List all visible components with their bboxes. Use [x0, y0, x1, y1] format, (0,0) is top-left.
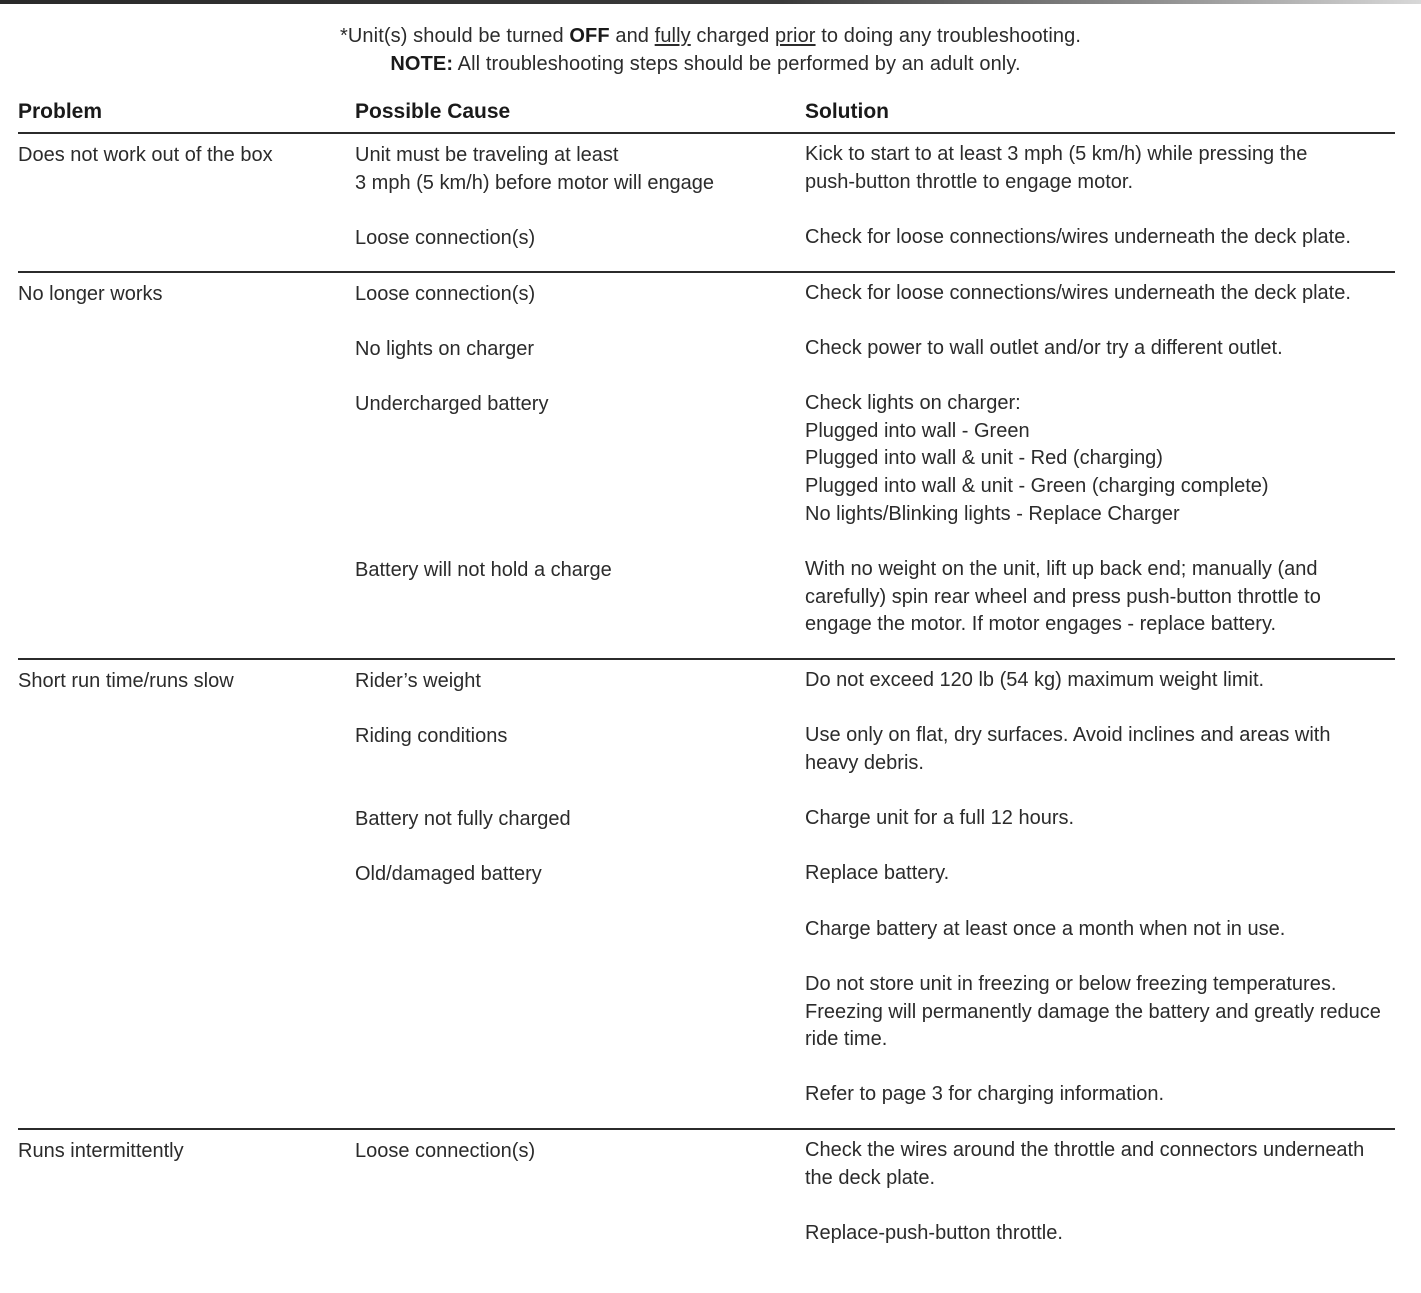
- solution: [805, 722, 1395, 777]
- cause-solution-row: [355, 1081, 1395, 1109]
- notice-off: OFF: [569, 25, 610, 47]
- cause-line: Battery not fully charged: [355, 808, 571, 831]
- cause-solution-row: [355, 141, 1395, 196]
- cause-solution-row: [355, 916, 1395, 944]
- possible-cause: [355, 860, 785, 888]
- solution-line: Check the wires around the throttle and connectors underneath: [805, 1139, 1365, 1162]
- notice-charged: charged: [690, 25, 776, 47]
- table-header: [18, 98, 1395, 134]
- solution-line: push-button throttle to engage motor.: [805, 170, 1133, 193]
- solution: [805, 390, 1395, 529]
- notice-prior: prior: [775, 25, 816, 47]
- possible-cause: [355, 141, 785, 197]
- solution-line: Plugged into wall & unit - Green (charging complete): [805, 475, 1269, 498]
- problem-text: Runs intermittently: [18, 1140, 184, 1163]
- cause-solution-row: [355, 280, 1395, 308]
- cause-solution-row: [355, 860, 1395, 888]
- solution-line: Charge battery at least once a month when not in use.: [805, 917, 1286, 940]
- possible-cause: [355, 390, 785, 418]
- solution-line: engage the motor. If motor engages - replace battery.: [805, 613, 1277, 636]
- possible-cause: [355, 667, 785, 695]
- solution: [805, 860, 1395, 888]
- solution-line: Replace battery.: [805, 862, 950, 885]
- possible-cause: [355, 224, 785, 252]
- solution-line: Charge unit for a full 12 hours.: [805, 807, 1075, 830]
- cause-solution-row: [355, 805, 1395, 833]
- cause-line: Rider’s weight: [355, 670, 481, 693]
- note-text: All troubleshooting steps should be performed by an adult only.: [453, 53, 1021, 75]
- problem-text: No longer works: [18, 282, 163, 305]
- solution-line: No lights/Blinking lights - Replace Charger: [805, 502, 1180, 525]
- cause-solution-row: [355, 390, 1395, 529]
- solution: [805, 971, 1395, 1054]
- notice-line-1: [0, 22, 1421, 50]
- solution: [805, 141, 1395, 196]
- problem-group: [18, 660, 1395, 1130]
- cause-solution-row: [355, 224, 1395, 252]
- possible-cause: [355, 335, 785, 363]
- solution: [805, 1220, 1395, 1248]
- solution: [805, 805, 1395, 833]
- problem-group: [18, 134, 1395, 273]
- possible-cause: [355, 805, 785, 833]
- solution: [805, 1137, 1395, 1192]
- solution-line: the deck plate.: [805, 1166, 936, 1189]
- solution-line: Do not store unit in freezing or below freezing temperatures.: [805, 972, 1337, 995]
- cause-line: Loose connection(s): [355, 1140, 536, 1163]
- safety-notice: [0, 22, 1421, 78]
- note-label: NOTE:: [390, 53, 454, 75]
- problem-group: [18, 273, 1395, 661]
- solution: [805, 916, 1395, 944]
- problem-text: Short run time/runs slow: [18, 670, 234, 693]
- cause-solution-row: [355, 667, 1395, 695]
- header-solution: Solution: [805, 100, 889, 123]
- solution-line: Check for loose connections/wires underneath the deck plate.: [805, 281, 1351, 304]
- cause-line: 3 mph (5 km/h) before motor will engage: [355, 172, 715, 194]
- solution-line: Refer to page 3 for charging information.: [805, 1083, 1165, 1106]
- solution: [805, 556, 1395, 639]
- possible-cause: [355, 1137, 785, 1165]
- table-body: [18, 134, 1395, 1248]
- cause-line: Old/damaged battery: [355, 863, 542, 886]
- cause-solution-row: [355, 556, 1395, 639]
- possible-cause: [355, 556, 785, 584]
- solution-line: ride time.: [805, 1028, 888, 1051]
- cause-line: Unit must be traveling at least: [355, 144, 619, 166]
- solution-line: Check power to wall outlet and/or try a different outlet.: [805, 336, 1283, 359]
- solution: [805, 224, 1395, 252]
- cause-solution-row: [355, 335, 1395, 363]
- solution-line: Replace-push-button throttle.: [805, 1222, 1063, 1245]
- cause-line: Undercharged battery: [355, 393, 549, 416]
- solution: [805, 667, 1395, 695]
- notice-line-2: [0, 50, 1421, 78]
- solution: [805, 1081, 1395, 1109]
- solution-line: Kick to start to at least 3 mph (5 km/h) while pressing the: [805, 143, 1308, 165]
- solution: [805, 280, 1395, 308]
- header-possible-cause: Possible Cause: [355, 100, 511, 123]
- possible-cause: [355, 722, 785, 750]
- solution-line: heavy debris.: [805, 752, 924, 775]
- top-rule: [0, 0, 1421, 4]
- problem-group: [18, 1130, 1395, 1248]
- solution-line: Plugged into wall & unit - Red (charging): [805, 447, 1163, 470]
- problem-text: Does not work out of the box: [18, 144, 273, 166]
- cause-line: No lights on charger: [355, 337, 534, 360]
- solution-line: With no weight on the unit, lift up back end; manually (and: [805, 558, 1318, 581]
- cause-solution-row: [355, 1137, 1395, 1192]
- solution-line: Plugged into wall - Green: [805, 419, 1030, 442]
- cause-solution-row: [355, 971, 1395, 1054]
- solution: [805, 335, 1395, 363]
- solution-line: Check for loose connections/wires underneath the deck plate.: [805, 225, 1351, 248]
- cause-line: Riding conditions: [355, 725, 508, 748]
- possible-cause: [355, 280, 785, 308]
- notice-prefix: *Unit(s) should be turned: [340, 25, 570, 47]
- cause-line: Loose connection(s): [355, 282, 536, 305]
- solution-line: Do not exceed 120 lb (54 kg) maximum weight limit.: [805, 669, 1265, 692]
- header-problem: Problem: [18, 100, 103, 123]
- solution-line: Check lights on charger:: [805, 392, 1021, 415]
- cause-solution-row: [355, 1220, 1395, 1248]
- solution-line: Use only on flat, dry surfaces. Avoid inclines and areas with: [805, 724, 1331, 747]
- solution-line: Freezing will permanently damage the battery and greatly reduce: [805, 1000, 1381, 1023]
- cause-solution-row: [355, 722, 1395, 777]
- notice-and: and: [609, 25, 655, 47]
- notice-suffix: to doing any troubleshooting.: [815, 25, 1081, 47]
- solution-line: carefully) spin rear wheel and press push-button throttle to: [805, 585, 1321, 608]
- troubleshooting-table: [18, 98, 1395, 1248]
- notice-fully: fully: [654, 25, 691, 47]
- cause-line: Loose connection(s): [355, 226, 536, 249]
- cause-line: Battery will not hold a charge: [355, 559, 612, 582]
